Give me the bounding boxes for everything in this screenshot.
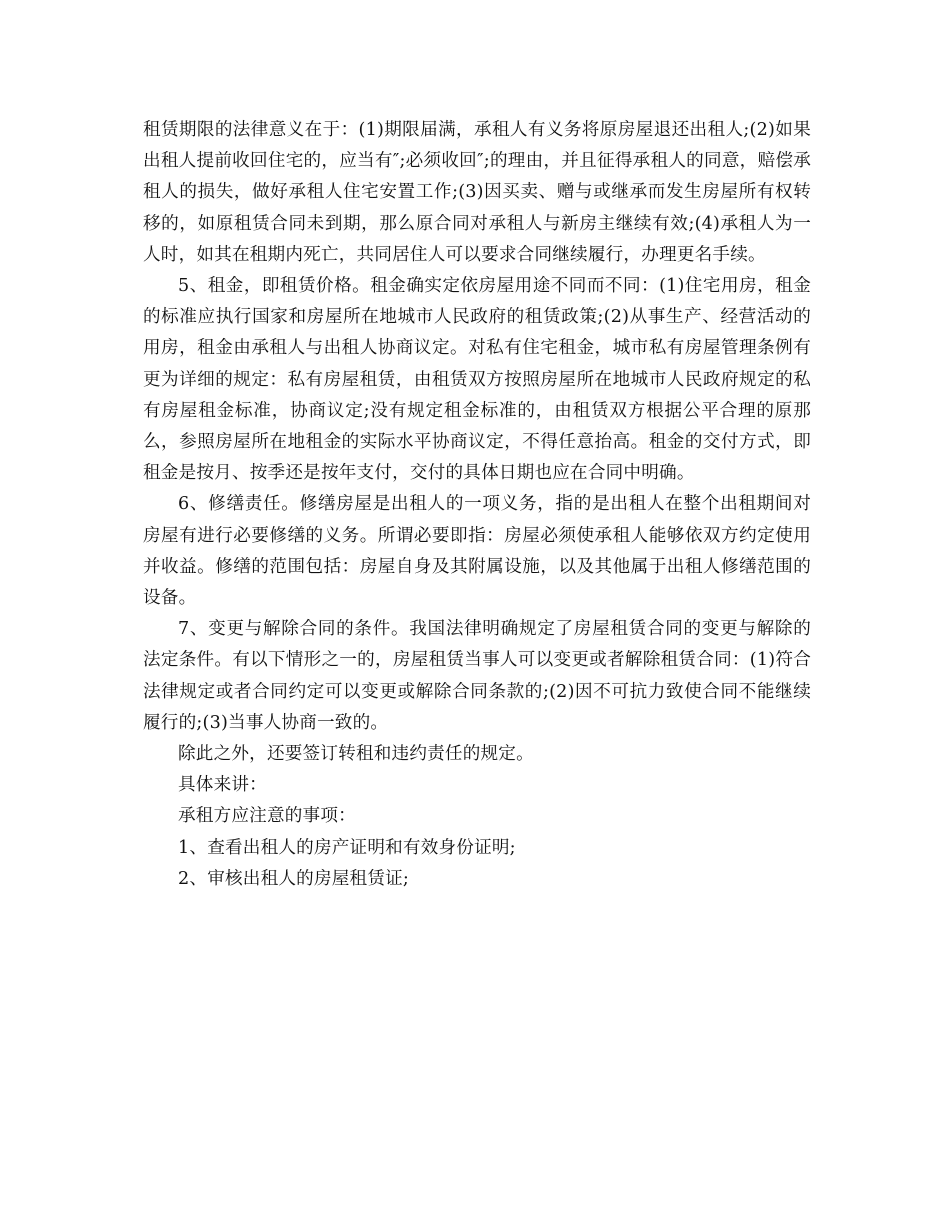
- document-page: [143, 115, 811, 895]
- paragraph-repair: 6、修缮责任。修缮房屋是出租人的一项义务，指的是出租人在整个出租期间对房屋有进行必要修缮的义务。所谓必要即指：房屋必须使承租人能够依双方约定使用并收益。修缮的范围包括：房屋自身及其附属设施，以及其他属于出租人修缮范围的设备。: [143, 494, 811, 609]
- list-item-2: 2、审核出租人的房屋租赁证;: [178, 868, 410, 889]
- paragraph-sublet: 除此之外，还要签订转租和违约责任的规定。: [178, 744, 534, 765]
- list-item-1: 1、查看出租人的房产证明和有效身份证明;: [178, 837, 516, 858]
- paragraph-specifics: 具体来讲：: [178, 775, 267, 796]
- paragraph-rent: 5、租金，即租赁价格。租金确实定依房屋用途不同而不同：(1)住宅用房，租金的标准应执行国家和房屋所在地城市人民政府的租赁政策;(2)从事生产、经营活动的用房，租金由承租人与出租人协商议定。对私有住宅租金，城市私有房屋管理条例有更为详细的规定：私有房屋租赁，由租赁双方按照房屋所在地城市人民政府规定的私有房屋租金标准，协商议定;没有规定租金标准的，由租赁双方根据公平合理的原那么，参照房屋所在地租金的实际水平协商议定，不得任意抬高。租金的交付方式，即租金是按月、按季还是按年支付，交付的具体日期也应在合同中明确。: [143, 276, 811, 484]
- paragraph-change-termination: 7、变更与解除合同的条件。我国法律明确规定了房屋租赁合同的变更与解除的法定条件。有以下情形之一的，房屋租赁当事人可以变更或者解除租赁合同：(1)符合法律规定或者合同约定可以变更或解除合同条款的;(2)因不可抗力致使合同不能继续履行的;(3)当事人协商一致的。: [143, 619, 811, 733]
- paragraph-tenant-notes-heading: 承租方应注意的事项：: [178, 806, 356, 827]
- paragraph-lease-term: 租赁期限的法律意义在于：(1)期限届满，承租人有义务将原房屋退还出租人;(2)如果出租人提前收回住宅的，应当有″;必须收回″;的理由，并且征得承租人的同意，赔偿承租人的损失，做好承租人住宅安置工作;(3)因买卖、赠与或继承而发生房屋所有权转移的，如原租赁合同未到期，那么原合同对承租人与新房主继续有效;(4)承租人为一人时，如其在租期内死亡，共同居住人可以要求合同继续履行，办理更名手续。: [143, 120, 811, 265]
